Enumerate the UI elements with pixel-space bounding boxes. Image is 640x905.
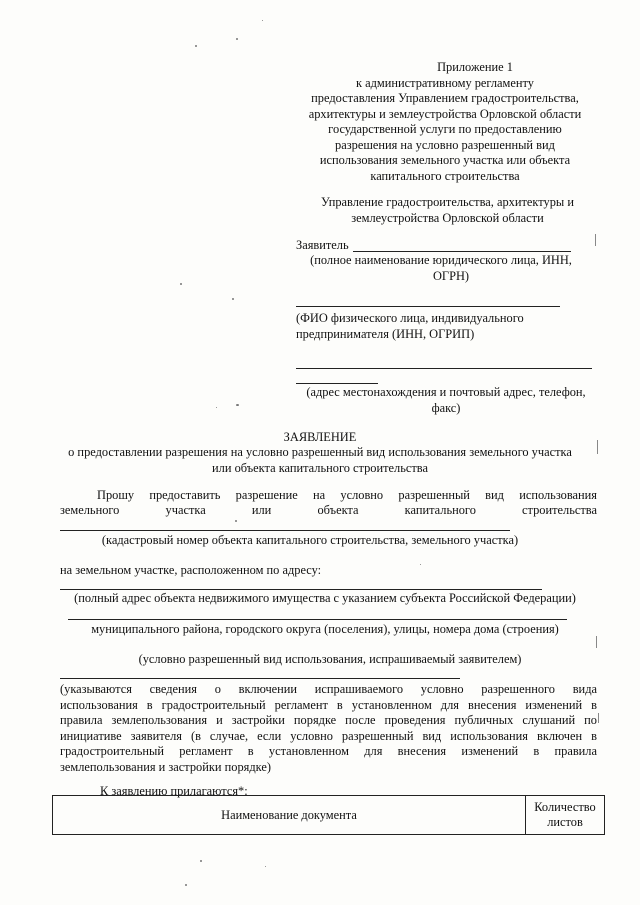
hint-line: (ФИО физического лица, индивидуального: [296, 311, 524, 325]
applicant-name-line[interactable]: [353, 251, 571, 252]
statement-title: ЗАЯВЛЕНИЕ: [283, 430, 357, 444]
address-line-2[interactable]: [68, 619, 567, 620]
attachments-table-wrap: [52, 795, 605, 835]
hint-line: ОГРН): [432, 268, 470, 283]
note-line: землепользования и застройки порядке): [60, 759, 271, 774]
hint-line: факс): [431, 400, 461, 415]
hint-line: (адрес местонахождения и почтовый адрес, телефон,: [306, 385, 586, 399]
address-hint-2: муниципального района, городского округа (поселения), улицы, номера дома (строения): [91, 622, 559, 636]
appendix-line: государственной услуги по предоставлению: [328, 122, 562, 136]
applicant-label: Заявитель: [296, 238, 349, 252]
applicant-address-line-2[interactable]: [296, 383, 378, 384]
applicant-address-line-1[interactable]: [296, 368, 592, 369]
subtitle-line: или объекта капитального строительства: [212, 460, 428, 475]
attachments-table: [52, 795, 605, 835]
subtitle-line: о предоставлении разрешения на условно разрешенный вид использования земельного участка: [68, 445, 572, 459]
address-label: на земельном участке, расположенном по адресу:: [60, 563, 322, 577]
recipient-line: Управление градостроительства, архитектуры и: [321, 195, 574, 209]
note-line: инициативе заявителя (в случае, если условно разрешенный вид использования включен в: [60, 728, 597, 743]
request-line-2: земельного участка или объекта капитального строительства: [60, 503, 597, 517]
note-line: правила землепользования и застройки порядке после проведения публичных слушаний по: [60, 713, 597, 727]
appendix-line: разрешения на условно разрешенный вид: [335, 137, 555, 152]
note-line: использования в градостроительный регламент в установленном для внесения изменений в: [60, 697, 597, 712]
table-header-row: [53, 796, 605, 835]
note-paragraph: [60, 682, 597, 775]
recipient-line: землеустройства Орловской области: [351, 210, 544, 225]
col-count-line: Количество: [534, 800, 596, 814]
applicant-person-hint: [296, 311, 596, 342]
appendix-line: использования земельного участка или объекта: [319, 153, 571, 167]
hint-line: (полное наименование юридического лица, ИНН,: [310, 253, 572, 267]
attachments-intro: К заявлению прилагаются*:: [100, 784, 248, 798]
appendix-block: [270, 60, 620, 184]
cadastral-hint: (кадастровый номер объекта капитального строительства, земельного участка): [101, 533, 519, 547]
appendix-line: Приложение 1: [437, 60, 513, 74]
applicant-address-hint: [296, 385, 596, 416]
address-hint-1: (полный адрес объекта недвижимого имущества с указанием субъекта Российской Федерации): [74, 591, 576, 605]
appendix-line: предоставления Управлением градостроительства,: [311, 91, 579, 105]
col-count-line: листов: [547, 815, 583, 829]
appendix-line: к административному регламенту: [356, 75, 534, 90]
recipient-block: [285, 195, 610, 226]
col-name-header: Наименование документа: [53, 796, 526, 835]
applicant-legal-hint: [296, 253, 586, 284]
statement-subtitle: [40, 445, 600, 476]
appendix-line: капитального строительства: [370, 168, 520, 183]
cadastral-line[interactable]: [60, 530, 510, 531]
use-hint: (условно разрешенный вид использования, испрашиваемый заявителем): [138, 652, 522, 666]
hint-line: предпринимателя (ИНН, ОГРИП): [296, 326, 475, 341]
use-line[interactable]: [60, 678, 460, 679]
address-line-1[interactable]: [60, 589, 542, 590]
col-count-header: [526, 796, 605, 835]
note-line: (указываются сведения о включении испрашиваемого условно разрешенного вида: [60, 682, 597, 696]
applicant-person-line[interactable]: [296, 306, 560, 307]
request-line-1: Прошу предоставить разрешение на условно разрешенный вид использования: [97, 488, 597, 502]
appendix-line: архитектуры и землеустройства Орловской области: [308, 106, 582, 121]
note-line: градостроительный регламент в установленном для внесения изменений в правила: [60, 744, 597, 758]
